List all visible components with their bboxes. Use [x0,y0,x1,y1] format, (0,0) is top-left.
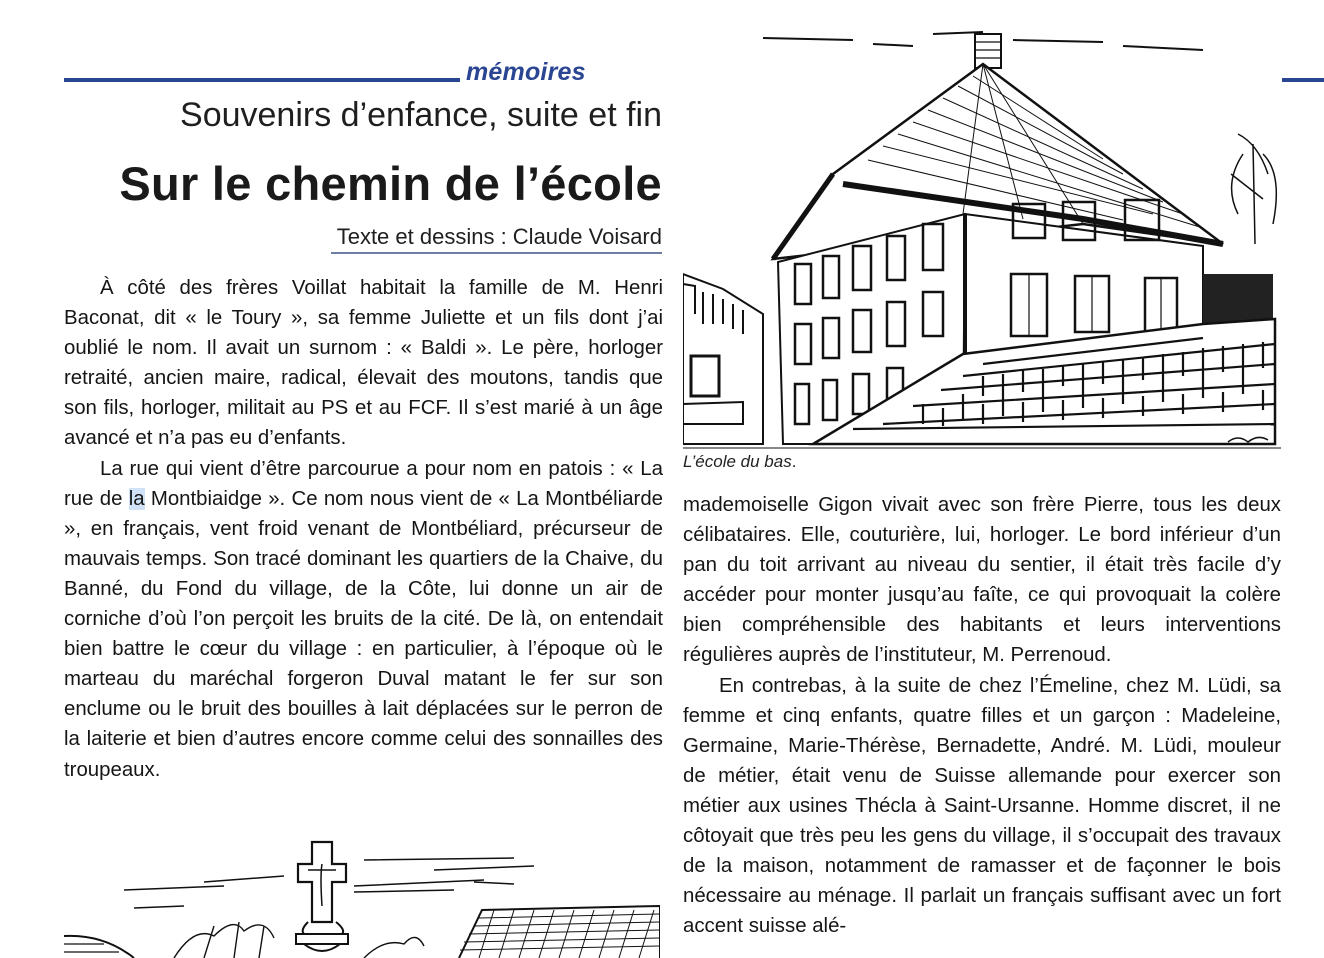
figure-caption [683,452,796,472]
selected-text[interactable]: la [128,487,145,510]
article-byline: Texte et dessins : Claude Voisard [331,224,662,254]
article-title: Sur le chemin de l’école [119,157,662,210]
text-column-right [683,490,1281,941]
paragraph-text: La rue qui vient d’être parcourue a pour nom en patois : « La rue de [64,457,663,510]
paragraph: En contrebas, à la suite de chez l’Émeline, chez M. Lüdi, sa femme et cinq enfants, quatre filles et un garçon : Madeleine, Germaine, Marie-Thérèse, Bernadette, André. M. Lüdi, mouleur de métier, était venu de Suisse allemande pour exercer son métier aux usines Thécla à Saint-Ursanne. Homme discret, il ne côtoyait que très peu les gens du village, il s’occupait des travaux de la maison, notamment de ramasser et de façonner le bois nécessaire au ménage. Il parlait un français suffisant avec un fort accent suisse alé- [683,674,1281,938]
wayside-cross-drawing [64,826,660,958]
caption-text: L’école du bas [683,452,792,471]
paragraph: mademoiselle Gigon vivait avec son frère Pierre, tous les deux célibataires. Elle, couturière, lui, horloger. Le bord inférieur d’un pan du toit arrivant au niveau du sentier, il était très facile d’y accéder pour monter jusqu’au faîte, ce qui provoquait la colère bien compréhensible des habitants et leurs interventions régulières auprès de l’instituteur, M. Perrenoud. [683,494,1281,667]
paragraph: À côté des frères Voillat habitait la famille de M. Henri Baconat, dit « le Toury », sa femme Juliette et un fils dont j’ai oublié le nom. Il avait un surnom : « Baldi ». Le père, horloger retraité, ancien maire, radical, élevait des moutons, tandis que son fils, horloger, militait au PS et au FCF. Il s’est marié à un âge avancé et n’a pas eu d’enfants. [64,277,663,450]
text-column-right-clip [683,490,1281,958]
section-rule-right [1282,78,1324,82]
section-rule-left [64,78,460,82]
paragraph [64,454,663,785]
caption-period: . [791,452,797,471]
article-subtitle: Souvenirs d’enfance, suite et fin [180,96,662,134]
school-drawing [683,24,1281,452]
paragraph-text: Montbiaidge ». Ce nom nous vient de « La Montbéliarde », en français, vent froid venant de Montbéliard, précurseur de mauvais temps. Son tracé dominant les quartiers de la Chaive, du Banné, du Fond du village, de la Côte, lui donne un air de corniche d’où l’on perçoit les bruits de la cité. De là, on entendait bien battre le cœur du village : en particulier, à l’époque où le marteau du maréchal forgeron Duval matant le fer sur son enclume ou le bruit des bouilles à lait déplacées sur le perron de la laiterie et bien d’autres encore comme celui des sonnailles des troupeaux. [64,487,664,781]
text-column-left [64,273,663,785]
section-label: mémoires [466,58,586,86]
